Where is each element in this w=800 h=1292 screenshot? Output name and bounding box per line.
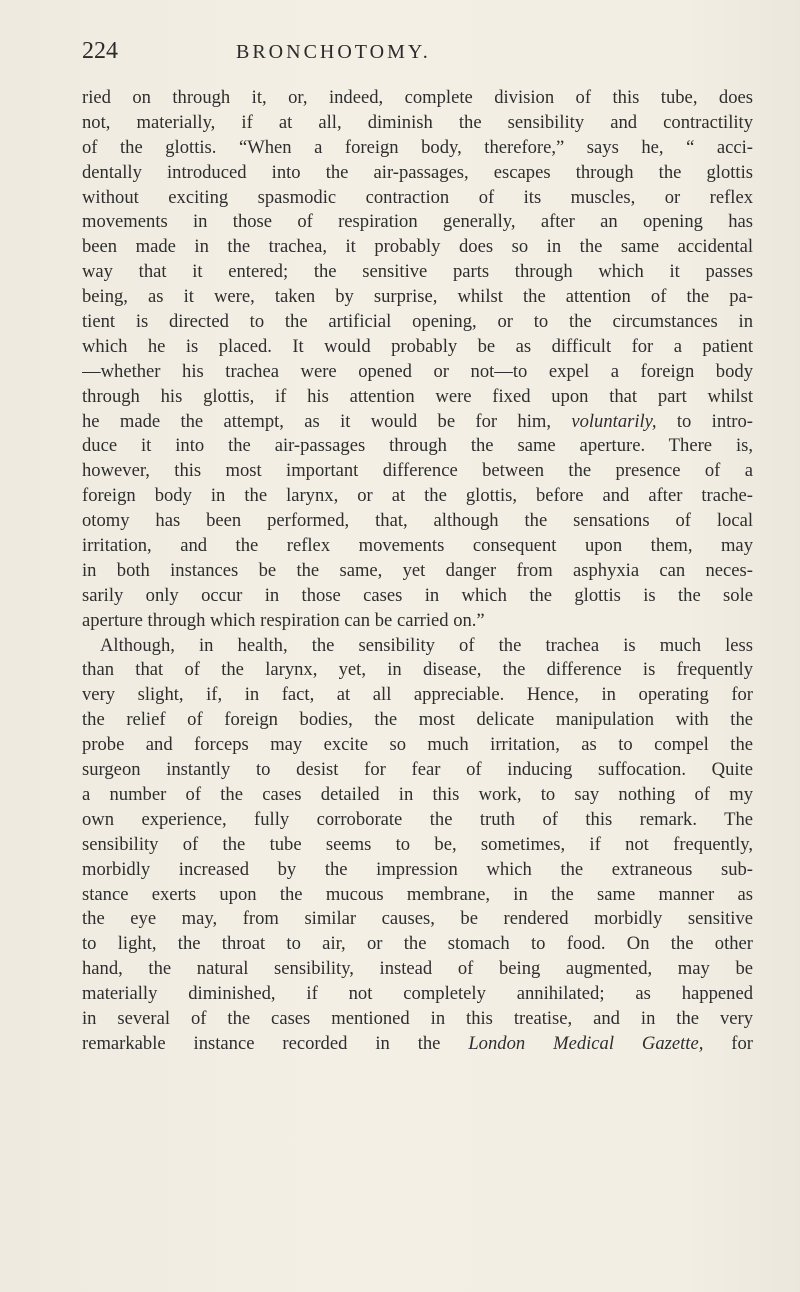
- text-line: duce it into the air-passages through the same aperture. There is,: [82, 435, 753, 457]
- text-line: stance exerts upon the mucous membrane, in the same manner as: [82, 883, 753, 905]
- text-line: ried on through it, or, indeed, complete division of this tube, does: [82, 87, 753, 108]
- text-line: being, as it were, taken by surprise, whilst the attention of the pa-: [82, 286, 753, 308]
- text-line: own experience, fully corroborate the truth of this remark. The: [82, 808, 753, 830]
- text-line: been made in the trachea, it probably does so in the same accidental: [82, 236, 753, 258]
- text-line: —whether his trachea were opened or not—to expel a foreign body: [82, 360, 753, 382]
- text-line: the eye may, from similar causes, be rendered morbidly sensitive: [82, 908, 753, 930]
- text-line: which he is placed. It would probably be as difficult for a patient: [82, 335, 753, 357]
- text-line: movements in those of respiration generally, after an opening has: [82, 211, 753, 233]
- text-line: foreign body in the larynx, or at the glottis, before and after trache-: [82, 485, 753, 507]
- text-line: sensibility of the tube seems to be, sometimes, if not frequently,: [82, 833, 753, 855]
- text-line: hand, the natural sensibility, instead of being augmented, may be: [82, 958, 753, 980]
- text-line: of the glottis. “When a foreign body, therefore,” says he, “ acci-: [82, 136, 753, 158]
- text-line: however, this most important difference between the presence of a: [82, 460, 753, 482]
- text-line: materially diminished, if not completely annihilated; as happened: [82, 983, 753, 1005]
- body-text: [82, 86, 753, 1057]
- running-title: BRONCHOTOMY.: [236, 41, 431, 63]
- text-line: way that it entered; the sensitive parts through which it passes: [82, 261, 753, 283]
- text-line: sarily only occur in those cases in which the glottis is the sole: [82, 584, 753, 606]
- text-line: aperture through which respiration can be carried on.”: [82, 609, 485, 631]
- text-line: surgeon instantly to desist for fear of inducing suffocation. Quite: [82, 759, 753, 781]
- page-number: 224: [82, 38, 118, 64]
- text-line: Although, in health, the sensibility of the trachea is much less: [100, 634, 753, 656]
- text-line: in several of the cases mentioned in this treatise, and in the very: [82, 1007, 753, 1029]
- text-line: to light, the throat to air, or the stomach to food. On the other: [82, 933, 753, 955]
- text-line: morbidly increased by the impression which the extraneous sub-: [82, 858, 753, 880]
- text-line: than that of the larynx, yet, in disease, the difference is frequently: [82, 659, 753, 681]
- text-segment: he made the attempt, as it would be for him,: [82, 410, 552, 432]
- text-line: not, materially, if at all, diminish the sensibility and contractility: [82, 111, 753, 133]
- text-line-mixed: [82, 410, 753, 435]
- text-segment: remarkable instance recorded in the: [82, 1032, 441, 1054]
- text-line: dentally introduced into the air-passages, escapes through the glottis: [82, 161, 753, 183]
- text-line: without exciting spasmodic contraction of its muscles, or reflex: [82, 186, 753, 208]
- text-segment: for: [731, 1032, 753, 1054]
- italic-word: voluntarily,: [571, 410, 657, 432]
- text-line: irritation, and the reflex movements consequent upon them, may: [82, 535, 753, 557]
- italic-title: London Medical Gazette,: [468, 1032, 704, 1054]
- text-line-mixed: [82, 1032, 753, 1057]
- text-line: otomy has been performed, that, although the sensations of local: [82, 510, 753, 532]
- text-line: tient is directed to the artificial opening, or to the circumstances in: [82, 311, 753, 333]
- text-line: a number of the cases detailed in this work, to say nothing of my: [82, 783, 753, 805]
- text-line: in both instances be the same, yet danger from asphyxia can neces-: [82, 559, 753, 581]
- text-segment: to intro-: [676, 410, 753, 432]
- text-line: through his glottis, if his attention were fixed upon that part whilst: [82, 385, 753, 407]
- text-line: the relief of foreign bodies, the most delicate manipulation with the: [82, 709, 753, 731]
- running-head: [0, 38, 800, 72]
- text-line: probe and forceps may excite so much irritation, as to compel the: [82, 734, 753, 756]
- text-line: very slight, if, in fact, at all appreciable. Hence, in operating for: [82, 684, 753, 706]
